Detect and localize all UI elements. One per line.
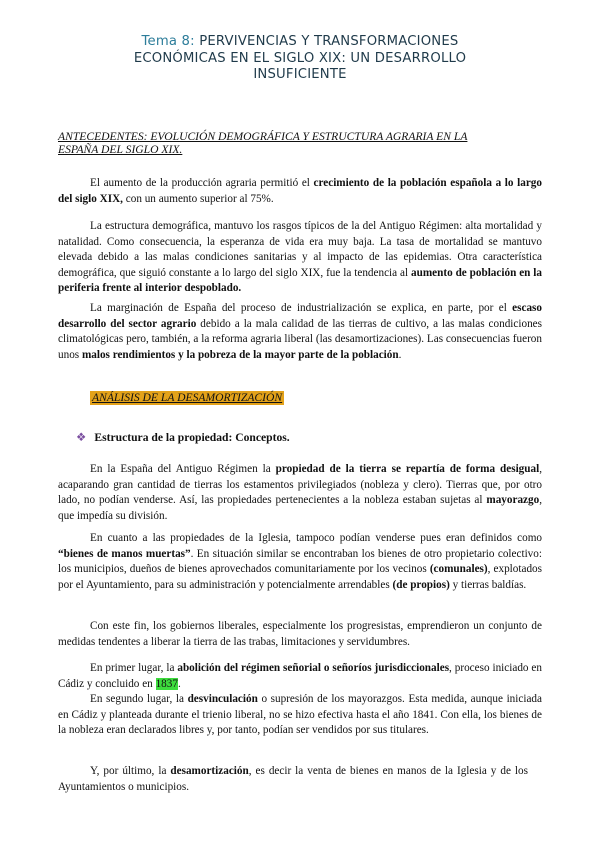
text: En cuanto a las propiedades de la Iglesia, tampoco podían venderse pues eran definidos como [90,532,542,544]
bold-text: propiedad de la tierra se repartía de forma desigual [275,463,540,475]
title-line2: ECONÓMICAS EN EL SIGLO XIX: UN DESARROLLO [133,50,467,66]
text: , que impedía su división. [58,494,542,522]
text: La estructura demográfica, mantuvo los rasgos típicos de la del Antiguo Régimen: alta mortalidad y natalidad. Como consecuencia, la esperanza de vida era muy baja. La tasa de mortalidad se mantuvo elevada debido a las malas condiciones sanitarias y al impacto de las epidemias. Otra característica demográfica, que siguió constante a lo largo del siglo XIX, fue la tendencia al [58,220,542,279]
text: . [398,348,402,361]
bold-text: malos rendimientos y la pobreza de la mayor parte de la población [81,348,399,361]
text: . En situación similar se encontraban los bienes de otro propietario colectivo: los municipios, dueños de bienes aprovechados comunitariamente por los vecinos [58,547,542,576]
diamond-bullet-icon: ❖ [76,431,87,444]
text: Y, por último, la [90,765,171,777]
text: El aumento de la producción agraria permitió el [90,177,314,189]
document-title [80,34,520,84]
text: , explotados por el Ayuntamiento, para su administración y potencialmente arrendables [58,563,542,591]
paragraph [58,219,542,297]
text: La marginación de España del proceso de industrialización se explica, en parte, por el [90,302,513,314]
title-line1: PERVIVENCIAS Y TRANSFORMACIONES [199,34,459,49]
title-prefix: Tema 8: [141,34,195,49]
paragraph [58,764,528,795]
text: o supresión de los mayorazgos. Esta medida, aunque iniciada en Cádiz y planteada durante el trienio liberal, no se hizo efectiva hasta el año 1841. Con ella, los bienes de la nobleza eran declarados libres y, por tanto, podían ser vendidos por sus titulares. [58,693,542,737]
paragraph [58,301,542,363]
section-heading-line2: ESPAÑA DEL SIGLO XIX. [58,143,183,156]
paragraph [58,692,542,739]
paragraph [58,176,542,207]
section-heading-line1: ANTECEDENTES: EVOLUCIÓN DEMOGRÁFICA Y ESTRUCTURA AGRARIA EN LA [58,130,468,143]
title-line3: INSUFICIENTE [253,67,347,82]
text: con un aumento superior al 75%. [122,192,274,205]
section-heading-desamortizacion: ANÁLISIS DE LA DESAMORTIZACIÓN [92,391,283,404]
text: En segundo lugar, la [90,693,188,705]
text: , proceso iniciado en Cádiz y concluido en [58,662,542,690]
text: En la España del Antiguo Régimen la [90,463,276,475]
bullet-heading [76,430,290,445]
paragraph [58,619,542,650]
text: Con este fin, los gobiernos liberales, especialmente los progresistas, emprendieron un conjunto de medidas tendentes a liberar la tierra de las trabas, limitaciones y servidumbres. [58,620,542,648]
paragraph [58,462,542,524]
bold-text: desamortización [170,765,249,777]
bold-text: (comunales) [429,563,488,576]
bold-text: aumento de población en la periferia frente al interior despoblado. [58,266,542,295]
bold-text: crecimiento de la población española a lo largo del siglo XIX, [58,177,542,205]
bullet-label: Estructura de la propiedad: Conceptos. [94,431,290,444]
paragraph [58,531,542,593]
highlighted-date: 1837 [155,677,178,690]
section-heading-antecedentes [58,130,528,156]
text: y tierras baldías. [449,578,527,591]
paragraph [58,661,542,692]
text: , es decir la venta de bienes en manos de la Iglesia y de los Ayuntamientos o municipios. [58,765,528,793]
bold-text: “bienes de manos muertas” [58,547,191,560]
text: , acaparando gran cantidad de tierras los estamentos privilegiados (nobleza y clero). Tierras que, por otro lado, no podían venderse. Así, las propiedades pertenecientes a la nobleza estaban sujetas al [58,463,542,507]
text: . [177,677,181,690]
bold-text: escaso desarrollo del sector agrario [58,302,542,330]
text: En primer lugar, la [90,662,178,674]
bold-text: (de propios) [392,578,450,591]
bold-text: mayorazgo [486,494,540,507]
bold-text: desvinculación [187,693,258,705]
bold-text: abolición del régimen señorial o señoríos jurisdiccionales [177,662,450,674]
text: debido a la mala calidad de las tierras de cultivo, a las malas condiciones climatológicas pero, también, a la reforma agraria liberal (las desamortizaciones). Las consecuencias fueron unos [58,317,542,361]
